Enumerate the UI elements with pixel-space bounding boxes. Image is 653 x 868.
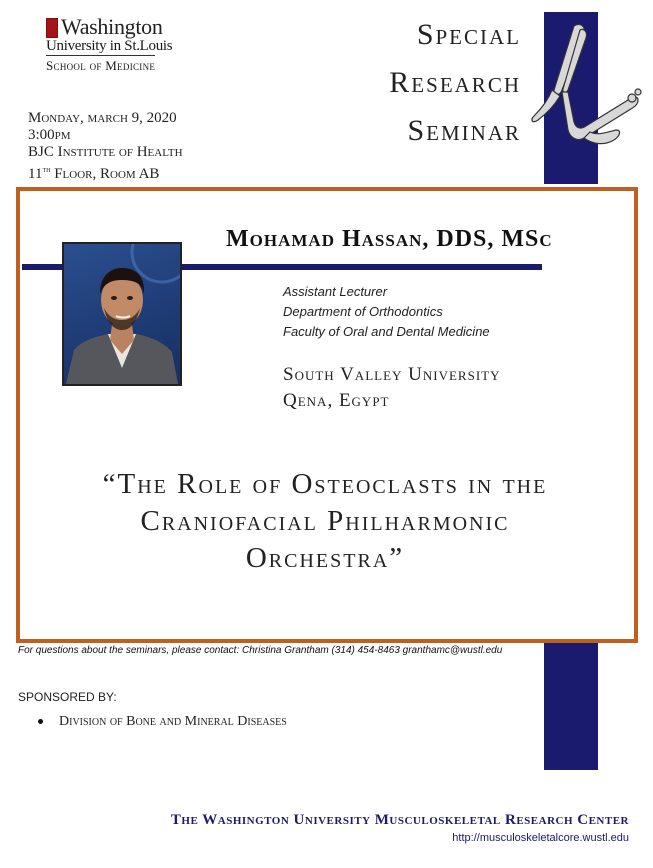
title-research: Research xyxy=(389,66,521,99)
logo-university: University in St.Louis xyxy=(46,38,173,54)
speaker-university xyxy=(283,362,500,414)
title-seminar: Seminar xyxy=(407,114,521,147)
speaker-name: Mohamad Hassan, DDS, MSc xyxy=(226,226,553,252)
speaker-photo xyxy=(62,242,182,386)
title-special: Special xyxy=(416,18,521,51)
person-photo-icon xyxy=(64,244,180,384)
talk-title-line3: Orchestra” xyxy=(245,542,405,574)
talk-title-line1: “The Role of Osteoclasts in the xyxy=(102,468,548,500)
role-department: Department of Orthodontics xyxy=(283,304,443,319)
floor-suffix: th xyxy=(42,164,51,174)
talk-title-line2: Craniofacial Philharmonic xyxy=(140,505,510,537)
event-room xyxy=(28,161,183,183)
website-link[interactable]: http://musculoskeletalcore.wustl.edu xyxy=(452,832,629,844)
event-venue: BJC Institute of Health xyxy=(28,144,183,160)
sponsored-heading: SPONSORED BY: xyxy=(18,690,117,704)
floor-room: Floor, Room AB xyxy=(50,166,160,182)
floor-number: 11 xyxy=(28,166,43,182)
speaker-role xyxy=(283,282,490,342)
logo-school: School of Medicine xyxy=(46,55,155,75)
research-center-name: The Washington University Musculoskeletal Research Center xyxy=(170,812,629,828)
sponsor-item xyxy=(38,714,287,730)
contact-info: For questions about the seminars, please contact: Christina Grantham (314) 454-8463 granthamc@wustl.edu xyxy=(18,645,503,656)
event-info xyxy=(28,110,183,183)
role-faculty: Faculty of Oral and Dental Medicine xyxy=(283,324,490,339)
decorative-bar-bottom xyxy=(544,640,598,770)
university-name: South Valley University xyxy=(283,364,501,385)
sponsor-name: Division of Bone and Mineral Diseases xyxy=(59,714,287,729)
university-location: Qena, Egypt xyxy=(283,390,390,411)
talk-title xyxy=(40,466,610,577)
shield-icon xyxy=(46,18,58,38)
wustl-logo xyxy=(46,16,172,75)
bullet-icon xyxy=(38,719,43,724)
event-time: 3:00pm xyxy=(28,127,71,143)
logo-washington: Washington xyxy=(61,14,163,39)
role-title: Assistant Lecturer xyxy=(283,284,388,299)
event-date: Monday, march 9, 2020 xyxy=(28,110,177,126)
skeleton-limb-icon xyxy=(522,20,644,160)
